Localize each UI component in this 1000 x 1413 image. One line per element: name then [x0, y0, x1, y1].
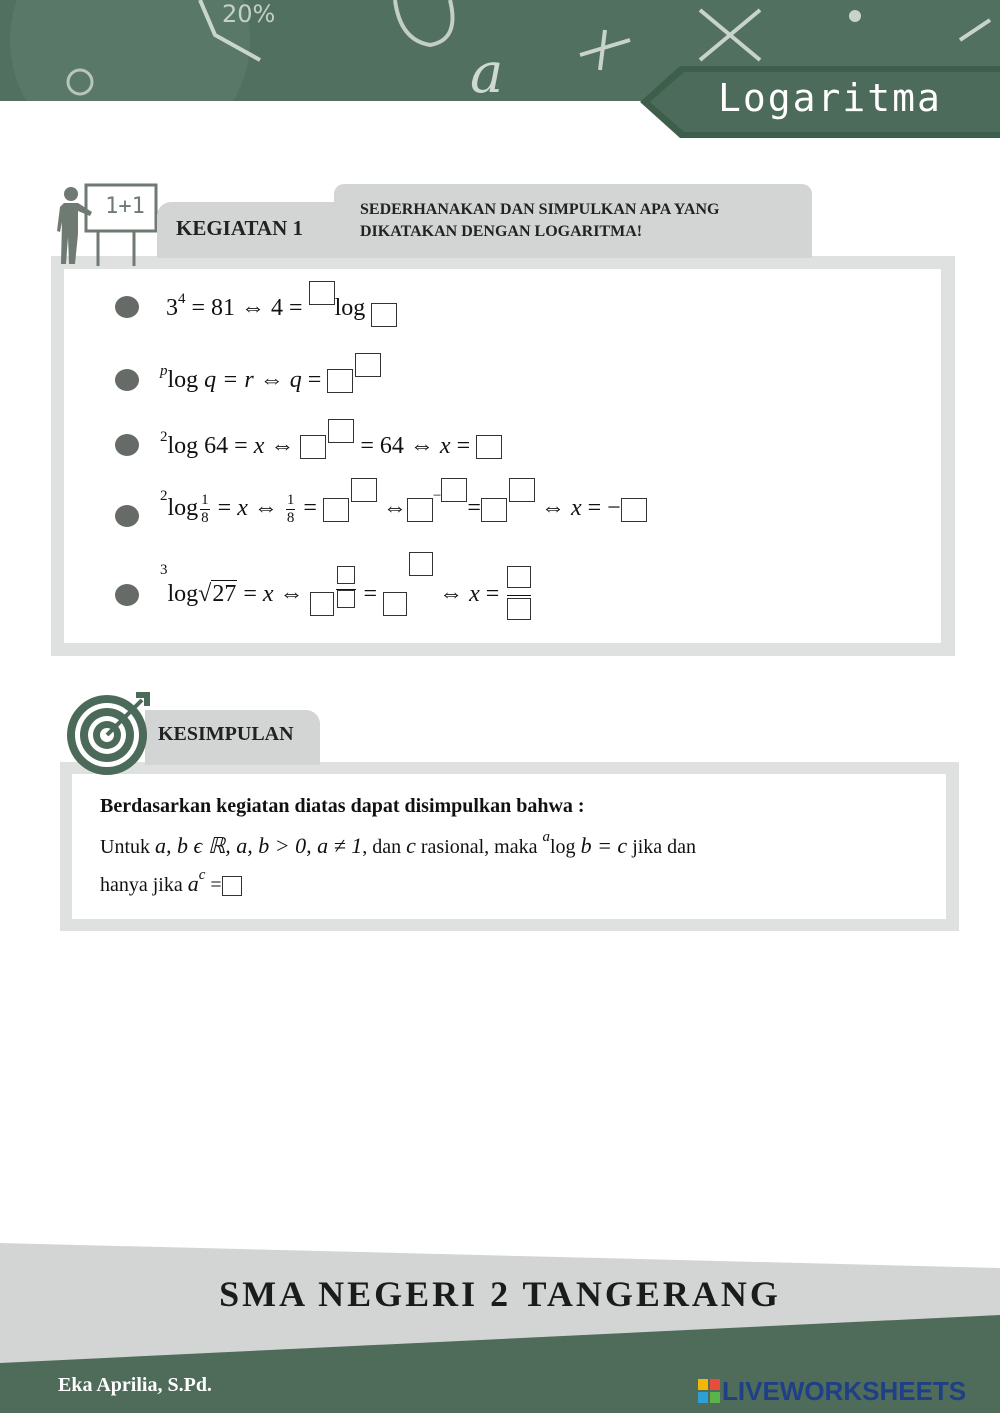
answer-box[interactable]	[476, 435, 502, 459]
answer-box[interactable]	[409, 552, 433, 576]
answer-box[interactable]	[323, 498, 349, 522]
conclusion-label: KESIMPULAN	[158, 723, 294, 745]
equation-4: $^2$log $\frac{1}{8}$ = x ⇔ $\frac{1}{8}$ = ⇔ − = ⇔ x = −	[160, 492, 647, 527]
equation-5: $^3$log√27 = x ⇔ = ⇔ x =	[160, 566, 533, 625]
equation-1: $3^4 = 81$ ⇔ 4 = log	[166, 295, 397, 322]
instruction-text: SEDERHANAKAN DAN SIMPULKAN APA YANG DIKATAKAN DENGAN LOGARITMA!	[360, 201, 720, 240]
answer-box[interactable]	[507, 598, 531, 620]
bullet-icon	[115, 434, 139, 456]
bullet-icon	[115, 296, 139, 318]
conclusion-line-1: Untuk a, b ϵ ℝ, a, b > 0, a ≠ 1, dan c rasional, maka $^a$log b = c jika dan	[100, 829, 697, 858]
bullet-icon	[115, 505, 139, 527]
answer-box[interactable]	[328, 419, 354, 443]
conclusion-heading: Berdasarkan kegiatan diatas dapat disimpulkan bahwa :	[100, 795, 585, 817]
teacher-board-icon	[56, 182, 161, 272]
author-name: Eka Aprilia, S.Pd.	[58, 1374, 212, 1396]
svg-text:20%: 20%	[222, 0, 276, 28]
equation-2: $^p$log q = r ⇔ q =	[160, 367, 381, 394]
answer-box[interactable]	[507, 566, 531, 588]
answer-box[interactable]	[481, 498, 507, 522]
answer-box[interactable]	[309, 281, 335, 305]
board-text: 1+1	[105, 194, 145, 219]
target-icon	[66, 690, 156, 780]
answer-box[interactable]	[509, 478, 535, 502]
answer-box[interactable]	[371, 303, 397, 327]
activity-label: KEGIATAN 1	[176, 216, 303, 240]
answer-box[interactable]	[337, 590, 355, 608]
answer-box[interactable]	[441, 478, 467, 502]
svg-text:a: a	[470, 41, 504, 101]
answer-box[interactable]	[300, 435, 326, 459]
school-name: SMA NEGERI 2 TANGERANG	[219, 1274, 781, 1314]
brand-text: LIVEWORKSHEETS	[722, 1376, 967, 1406]
liveworksheets-icon	[698, 1379, 720, 1403]
page-title: Logaritma	[718, 76, 942, 120]
answer-box[interactable]	[351, 478, 377, 502]
answer-box[interactable]	[621, 498, 647, 522]
answer-box[interactable]	[310, 592, 334, 616]
answer-box[interactable]	[383, 592, 407, 616]
answer-box[interactable]	[327, 369, 353, 393]
exponent-fraction	[336, 566, 356, 613]
conclusion-line-2: hanya jika $a^c$ =	[100, 871, 242, 897]
answer-box[interactable]	[222, 876, 242, 896]
answer-box[interactable]	[355, 353, 381, 377]
answer-box[interactable]	[407, 498, 433, 522]
equation-3: $^2$log 64 = x ⇔ = 64 ⇔ x =	[160, 433, 502, 460]
bullet-icon	[115, 584, 139, 606]
answer-fraction	[507, 566, 531, 625]
answer-box[interactable]	[337, 566, 355, 584]
bullet-icon	[115, 369, 139, 391]
